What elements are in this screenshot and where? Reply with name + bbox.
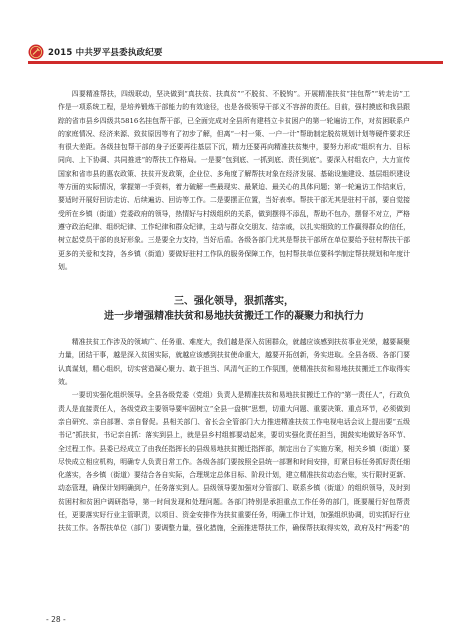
page-number: - 28 - [46, 615, 66, 624]
paragraph-1: 四要精准帮扶，四级联动，坚决做到“真扶贫、扶真贫”“不脱贫、不脱钩”。开展精准扶贫“挂包帮”“转走访”工作是一项系统工程，是培养锻炼干部能力的有效途径，也是各级领导干部义不容辞的责任。目前，强村摸底和我县跟踪的省市县乡四级共5816名挂包帮干部，已全面完成对全县所有建档立卡贫困户的第一轮遍访工作，对贫困联系户的家庭情况、经济来源、致贫原因等有了初步了解，但离“一村一策、一户一计”帮助制定脱贫规划计划等硬件要求还有很大差距。各级挂包帮干部的身子还要再往基层下沉，精力还要再向精准扶贫集中，要努力形成“组织有力、目标同向、上下协调、共同推进”的帮扶工作格局。一是要“包到底、一抓到底、责任到底”。要深入村组农户，大力宣传国家和省市县的惠农政策、扶贫开发政策，企业位、多角度了解帮扶对象在经济发展、基础设施建设、基层组织建设等方面的实际情况，掌握第一手资料，着力破解一些最现实、最紧迫、最关心的具体问题；第一轮遍访工作结束后，要适时开展好回访走访、后续遍访、回访等工作。二是要摆正位置，当好表率。帮扶干部无其是驻村干部，要自觉接受所在乡镇（街道）党委政府的领导，热情好与村级组织的关系，做到摆得不添乱，帮助不包办，摆督不对立，严格遵守政治纪律、组织纪律、工作纪律和群众纪律，主动与群众交朋友、结亲戚，以扎实细致的工作赢得群众的信任，树立起党员干部的良好形象。三是要全力支持，当好后盾。各级各部门尤其是帮扶干部所在单位要给予驻村帮扶干部更多的关爱和支持，各乡镇（街道）要做好驻村工作队的服务保障工作，包村帮扶单位要科学制定帮扶规划和年度计划。 [58, 90, 410, 271]
section-heading [58, 294, 410, 324]
paragraph-2: 精准扶贫工作涉及的领域广、任务重、难度大，我们越是深入贫困群众，就越应该感到扶贫事业光荣，越要凝聚力量，团结干事，越是深入贫困实际，就越应该感到扶贫使命重大，越要开拓创新，务实进取。全县各级、各部门要认真谋划，精心组织，切实营造凝心聚力、敢于担当、风清气正的工作氛围，使精准扶贫和易地扶贫搬迁工作取得实效。 [58, 338, 410, 387]
section-heading-line-1: 三、强化领导，狠抓落实， [174, 296, 294, 308]
page-content [58, 88, 410, 536]
paragraph-3: 一要切实强化组织领导。全县各级党委（党组）负责人是精准扶贫和易地扶贫搬迁工作的“第一责任人”，行政负责人是直接责任人，各级党政主要领导要牢固树立“全县一盘棋”思想，切重大问题、重要决策、重点环节，必须做到亲自研究、亲自部署、亲自督促。县相关部门、省长会全管部门大力推进精准扶贫工作电视电话会议上提出要“五级书记”抓扶贫，书记亲自抓：落实到县上，就是县乡村组都要动起来，要切实强化责任担当，拥鼓实地做好各环节、全过程工作。县委已经成立了由我任指挥长的县级易地扶贫搬迁指挥部，制定出台了实施方案，相关乡镇（街道）要尽快成立相应机构，明确专人负责日常工作。各级各部门要按照全县统一部署和时间安排，盯紧目标任务抓好责任细化落实，各乡镇（街道）要结合各自实际，合理规定总体目标、阶段计划，建立精准扶贫动态台账，实行限时更新、动态管理，确保计划明确到户，任务落实到人。县级领导要加强对分管部门、联系乡镇（街道）的组织领导，及时到贫困村和贫困户调研指导，第一时间发现和处理问题。各部门特别是承担重点工作任务的部门，既要履行好包帮责任，更要落实好行业主管职责，以项目、资金安排作为扶贫重要任务，明确工作计划，加强组织协调，切实抓好行业扶贫工作。各帮扶单位（部门）要调整力量，强化措施，全面推进帮扶工作，确保帮扶取得实效，政府及村“两委”的 [58, 391, 410, 533]
party-emblem-icon [28, 44, 44, 60]
section-heading-line-2: 进一步增强精准扶贫和易地扶贫搬迁工作的凝聚力和执行力 [104, 311, 364, 323]
page-header [28, 42, 443, 68]
header-divider [28, 61, 443, 64]
header-title: 2015 中共罗平县委执政纪要 [48, 48, 163, 58]
